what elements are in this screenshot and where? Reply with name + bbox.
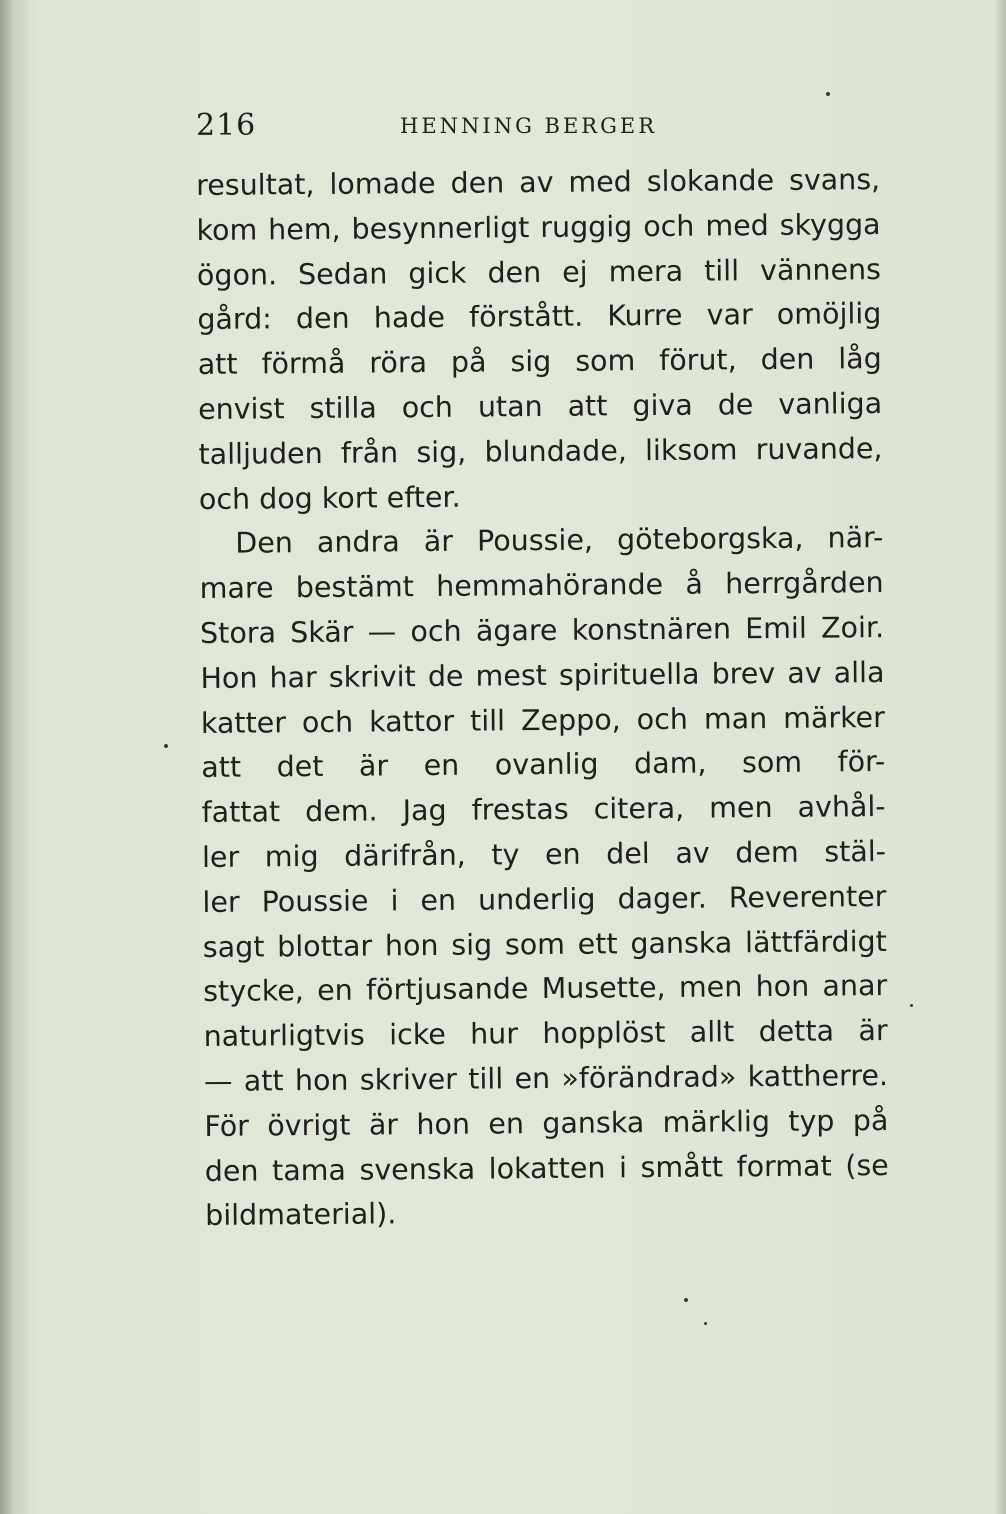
text-line: — att hon skriver till en »förändrad» kattherre.: [203, 1058, 889, 1098]
text-line: Den andra är Poussie, göteborgska, när-: [235, 521, 884, 561]
gutter-shadow: [0, 0, 30, 1514]
text-line: envist stilla och utan att giva de vanliga: [197, 387, 883, 426]
text-line: att förmå röra på sig som förut, den låg: [197, 342, 882, 382]
text-line: ler mig därifrån, ty en del av dem stäl-: [201, 834, 887, 874]
running-head: HENNING BERGER: [400, 114, 658, 138]
paper-speck: [704, 1322, 707, 1325]
text-line: För övrigt är hon en ganska märklig typ på: [204, 1103, 889, 1143]
page-header: [196, 108, 676, 148]
page-edge-shadow: [994, 0, 1006, 1514]
text-line: mare bestämt hemmahörande å herrgården: [199, 566, 884, 606]
text-line: resultat, lomade den av med slokande svans,: [196, 163, 881, 202]
text-line: den tama svenska lokatten i smått format (se: [204, 1148, 889, 1188]
paper-speck: [164, 744, 168, 748]
text-line: gård: den hade förstått. Kurre var omöjlig: [197, 297, 882, 337]
paper-speck: [826, 92, 830, 96]
text-line: sagt blottar hon sig som ett ganska lättfärdigt: [202, 924, 887, 964]
page-number: 216: [196, 108, 257, 143]
text-line: Hon har skrivit de mest spirituella brev av alla: [200, 655, 885, 695]
text-line: ögon. Sedan gick den ej mera till vännens: [196, 252, 882, 292]
text-line: fattat dem. Jag frestas citera, men avhål-: [201, 790, 886, 830]
text-line: Stora Skär — och ägare konstnären Emil Zoir.: [199, 610, 885, 650]
text-line: ler Poussie i en underlig dager. Reverenter: [202, 879, 887, 919]
paper-speck: [910, 1004, 913, 1007]
text-line: stycke, en förtjusande Musette, men hon anar: [203, 969, 888, 1009]
text-line: naturligtvis icke hur hopplöst allt detta är: [203, 1014, 888, 1054]
text-line: och dog kort efter.: [198, 480, 461, 516]
text-line: katter och kattor till Zeppo, och man märker: [200, 700, 885, 740]
text-line: bildmaterial).: [205, 1197, 397, 1233]
paper-speck: [684, 1298, 688, 1302]
text-line: att det är en ovanlig dam, som för-: [201, 745, 886, 785]
text-line: talljuden från sig, blundade, liksom ruvande,: [198, 431, 883, 471]
body-text: [196, 158, 889, 1239]
text-line: kom hem, besynnerligt ruggig och med skygga: [196, 207, 881, 247]
